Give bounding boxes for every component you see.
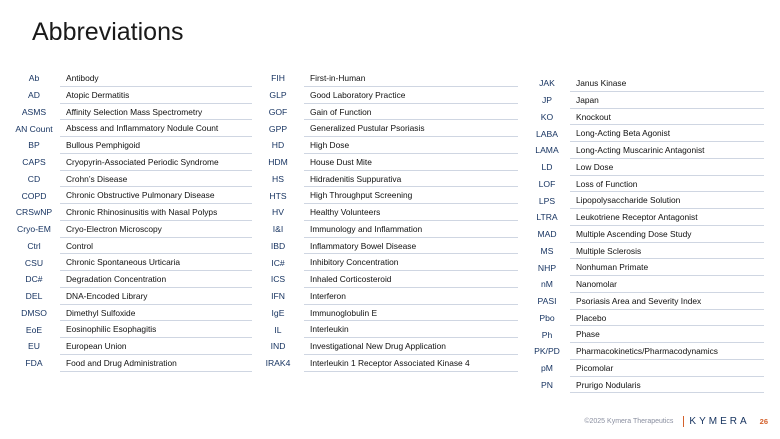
abbreviation-definition: Knockout (570, 109, 764, 126)
abbreviation-term: FIH (271, 73, 285, 84)
abbreviation-row (8, 221, 252, 238)
abbreviation-row (252, 321, 518, 338)
abbreviation-term: HTS (269, 190, 287, 201)
abbreviation-row (524, 360, 764, 377)
abbreviation-definition: Chronic Spontaneous Urticaria (60, 254, 252, 271)
abbreviation-column-2 (252, 70, 518, 372)
abbreviation-row (8, 271, 252, 288)
abbreviation-term: IRAK4 (265, 358, 291, 369)
abbreviation-definition: Generalized Pustular Psoriasis (304, 120, 518, 137)
abbreviation-row (8, 87, 252, 104)
abbreviation-definition: High Dose (304, 137, 518, 154)
abbreviation-row (524, 159, 764, 176)
abbreviation-row (252, 221, 518, 238)
abbreviation-definition: Inhibitory Concentration (304, 254, 518, 271)
abbreviation-row (252, 355, 518, 372)
abbreviation-row (8, 305, 252, 322)
abbreviation-term: AD (28, 90, 40, 101)
abbreviation-term: HDM (268, 157, 288, 168)
abbreviation-term: DC# (25, 274, 43, 285)
abbreviation-definition: Nanomolar (570, 276, 764, 293)
abbreviation-row (252, 254, 518, 271)
abbreviation-row (8, 355, 252, 372)
logo-bar-icon (683, 416, 684, 427)
abbreviation-row (524, 176, 764, 193)
abbreviation-definition: Inflammatory Bowel Disease (304, 238, 518, 255)
abbreviation-row (8, 120, 252, 137)
abbreviation-definition: DNA-Encoded Library (60, 288, 252, 305)
abbreviation-term: ASMS (21, 106, 47, 117)
abbreviation-definition: Degradation Concentration (60, 271, 252, 288)
abbreviation-row (524, 343, 764, 360)
abbreviation-row (524, 92, 764, 109)
abbreviation-row (524, 276, 764, 293)
abbreviation-definition: Gain of Function (304, 104, 518, 121)
abbreviation-definition: Phase (570, 326, 764, 343)
abbreviation-row (252, 204, 518, 221)
abbreviation-definition: House Dust Mite (304, 154, 518, 171)
abbreviation-definition: Good Laboratory Practice (304, 87, 518, 104)
abbreviation-definition: First-in-Human (304, 70, 518, 87)
abbreviation-term: PN (541, 379, 553, 390)
abbreviation-term: Pbo (539, 312, 555, 323)
abbreviation-row (524, 109, 764, 126)
abbreviation-row (252, 288, 518, 305)
abbreviation-definition: Multiple Ascending Dose Study (570, 226, 764, 243)
abbreviation-definition: Antibody (60, 70, 252, 87)
abbreviation-definition: Interleukin (304, 321, 518, 338)
abbreviation-row (252, 120, 518, 137)
abbreviation-term: IND (270, 341, 286, 352)
abbreviation-row (252, 338, 518, 355)
abbreviation-term: IL (274, 324, 282, 335)
abbreviation-row (252, 87, 518, 104)
abbreviation-definition: Leukotriene Receptor Antagonist (570, 209, 764, 226)
abbreviation-term: ICS (270, 274, 286, 285)
abbreviation-term: BP (28, 140, 40, 151)
abbreviation-term: CAPS (22, 157, 46, 168)
abbreviation-definition: Dimethyl Sulfoxide (60, 305, 252, 322)
abbreviation-row (8, 254, 252, 271)
abbreviation-row (524, 226, 764, 243)
abbreviation-row (524, 293, 764, 310)
abbreviation-term: Ab (28, 73, 40, 84)
abbreviation-term: LABA (536, 128, 558, 139)
abbreviation-term: nM (541, 279, 553, 290)
abbreviation-term: CSU (24, 257, 44, 268)
abbreviation-term: I&I (272, 224, 284, 235)
abbreviation-term: DMSO (21, 307, 47, 318)
abbreviation-term: MS (540, 245, 554, 256)
abbreviation-column-3 (524, 75, 764, 393)
abbreviation-term: IC# (271, 257, 285, 268)
abbreviation-definition: Cryo-Electron Microscopy (60, 221, 252, 238)
abbreviation-definition: Multiple Sclerosis (570, 243, 764, 260)
abbreviation-definition: Eosinophilic Esophagitis (60, 321, 252, 338)
abbreviation-term: Ctrl (27, 240, 41, 251)
page-number: 26 (759, 417, 768, 426)
abbreviation-term: AN Count (15, 123, 53, 134)
abbreviation-term: CD (27, 173, 41, 184)
abbreviation-term: LPS (538, 195, 556, 206)
abbreviation-term: IgE (271, 307, 285, 318)
abbreviation-column-1 (8, 70, 252, 372)
abbreviation-row (8, 187, 252, 204)
abbreviation-row (524, 326, 764, 343)
abbreviation-definition: Lipopolysaccharide Solution (570, 192, 764, 209)
abbreviation-term: EoE (25, 324, 43, 335)
abbreviation-row (524, 377, 764, 394)
abbreviation-term: HD (271, 140, 285, 151)
abbreviation-term: GOF (268, 106, 288, 117)
abbreviation-definition: Low Dose (570, 159, 764, 176)
abbreviation-row (524, 310, 764, 327)
abbreviation-row (8, 171, 252, 188)
abbreviation-term: IFN (271, 291, 285, 302)
abbreviation-definition: Chronic Rhinosinusitis with Nasal Polyps (60, 204, 252, 221)
abbreviation-term: FDA (25, 358, 43, 369)
abbreviation-definition: Psoriasis Area and Severity Index (570, 293, 764, 310)
abbreviation-row (8, 104, 252, 121)
abbreviation-definition: Immunoglobulin E (304, 305, 518, 322)
abbreviation-term: LD (541, 162, 553, 173)
abbreviation-definition: Affinity Selection Mass Spectrometry (60, 104, 252, 121)
abbreviation-term: Cryo-EM (17, 224, 51, 235)
abbreviation-definition: Investigational New Drug Application (304, 338, 518, 355)
copyright-text: ©2025 Kymera Therapeutics (584, 418, 674, 425)
abbreviation-definition: Healthy Volunteers (304, 204, 518, 221)
abbreviation-definition: Long-Acting Muscarinic Antagonist (570, 142, 764, 159)
abbreviation-term: JAK (539, 78, 555, 89)
abbreviation-definition: Long-Acting Beta Agonist (570, 125, 764, 142)
abbreviation-definition: Prurigo Nodularis (570, 377, 764, 394)
abbreviation-row (8, 154, 252, 171)
logo-text: KYMERA (689, 416, 750, 427)
abbreviation-row (524, 243, 764, 260)
abbreviation-definition: Chronic Obstructive Pulmonary Disease (60, 187, 252, 204)
abbreviation-row (252, 171, 518, 188)
abbreviation-definition: High Throughput Screening (304, 187, 518, 204)
abbreviation-term: LAMA (535, 145, 559, 156)
kymera-logo (683, 416, 749, 427)
abbreviation-term: Ph (541, 329, 553, 340)
abbreviation-row (524, 125, 764, 142)
abbreviation-definition: Pharmacokinetics/Pharmacodynamics (570, 343, 764, 360)
abbreviation-term: GPP (268, 123, 288, 134)
abbreviation-row (252, 70, 518, 87)
abbreviation-row (524, 209, 764, 226)
abbreviation-definition: Immunology and Inflammation (304, 221, 518, 238)
abbreviation-definition: Japan (570, 92, 764, 109)
abbreviation-definition: Cryopyrin-Associated Periodic Syndrome (60, 154, 252, 171)
abbreviation-row (252, 187, 518, 204)
abbreviation-definition: European Union (60, 338, 252, 355)
abbreviation-term: KO (540, 111, 554, 122)
abbreviation-definition: Bullous Pemphigoid (60, 137, 252, 154)
abbreviation-row (252, 154, 518, 171)
abbreviation-definition: Inhaled Corticosteroid (304, 271, 518, 288)
abbreviation-row (252, 104, 518, 121)
abbreviation-term: LOF (538, 178, 556, 189)
abbreviation-row (524, 75, 764, 92)
abbreviation-term: PK/PD (534, 346, 560, 357)
abbreviation-term: HV (272, 207, 284, 218)
abbreviation-term: COPD (21, 190, 47, 201)
abbreviation-row (524, 142, 764, 159)
abbreviation-definition: Control (60, 238, 252, 255)
abbreviation-definition: Hidradenitis Suppurativa (304, 171, 518, 188)
abbreviation-definition: Interferon (304, 288, 518, 305)
abbreviation-definition: Placebo (570, 310, 764, 327)
abbreviation-row (8, 321, 252, 338)
abbreviation-term: NHP (537, 262, 557, 273)
footer (584, 416, 768, 427)
abbreviation-definition: Interleukin 1 Receptor Associated Kinase 4 (304, 355, 518, 372)
abbreviation-definition: Abscess and Inflammatory Nodule Count (60, 120, 252, 137)
abbreviation-term: IBD (270, 240, 286, 251)
abbreviation-term: pM (541, 363, 553, 374)
abbreviation-row (8, 137, 252, 154)
abbreviation-row (8, 70, 252, 87)
abbreviation-row (252, 238, 518, 255)
abbreviation-row (8, 238, 252, 255)
abbreviation-term: LTRA (536, 212, 558, 223)
abbreviation-definition: Picomolar (570, 360, 764, 377)
abbreviation-row (252, 271, 518, 288)
abbreviation-row (8, 204, 252, 221)
page-title: Abbreviations (32, 18, 184, 46)
abbreviation-term: EU (28, 341, 40, 352)
abbreviation-row (8, 288, 252, 305)
abbreviation-definition: Janus Kinase (570, 75, 764, 92)
abbreviation-term: HS (272, 173, 284, 184)
abbreviation-row (524, 259, 764, 276)
abbreviation-definition: Atopic Dermatitis (60, 87, 252, 104)
abbreviation-term: MAD (537, 229, 557, 240)
abbreviation-row (8, 338, 252, 355)
abbreviation-term: PASI (537, 296, 557, 307)
abbreviation-definition: Food and Drug Administration (60, 355, 252, 372)
abbreviation-term: GLP (269, 90, 287, 101)
abbreviation-row (252, 137, 518, 154)
abbreviation-term: DEL (25, 291, 43, 302)
abbreviation-row (252, 305, 518, 322)
abbreviation-row (524, 192, 764, 209)
abbreviation-definition: Crohn’s Disease (60, 171, 252, 188)
abbreviation-definition: Loss of Function (570, 176, 764, 193)
abbreviation-term: CRSwNP (15, 207, 53, 218)
abbreviation-term: JP (541, 95, 553, 106)
abbreviation-definition: Nonhuman Primate (570, 259, 764, 276)
